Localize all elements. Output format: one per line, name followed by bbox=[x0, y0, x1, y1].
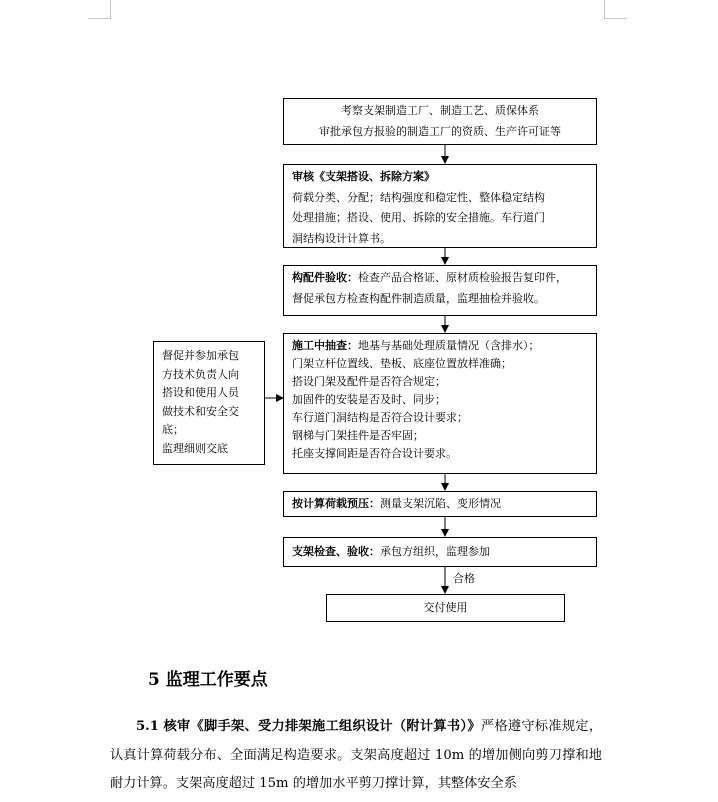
side-line-2: 方技术负责人向 bbox=[162, 367, 239, 381]
pass-label: 合格 bbox=[453, 572, 475, 585]
box4-line-4: 车行道门洞结构是否符合设计要求； bbox=[292, 411, 468, 424]
box4-title: 施工中抽查： bbox=[292, 339, 358, 352]
box6-text: 承包方组织，监理参加 bbox=[380, 545, 490, 558]
box2-title: 审核《支架搭设、拆除方案》 bbox=[292, 170, 435, 183]
box2-line-1: 荷载分类、分配；结构强度和稳定性、整体稳定结构 bbox=[292, 190, 545, 204]
box7-text: 交付使用 bbox=[423, 601, 468, 614]
box4-line-2: 搭设门架及配件是否符合规定； bbox=[292, 375, 446, 388]
flow-box-inspection-acceptance bbox=[283, 537, 597, 567]
box5-title: 按计算荷载预压： bbox=[292, 497, 380, 510]
side-line-4: 做技术和安全交 bbox=[162, 404, 239, 418]
para-text: 严格遵守标准规定，认真计算荷载分布、全面满足构造要求。支架高度超过 10m 的增加侧向剪刀撑和地耐力计算。支架高度超过 15m 的增加水平剪刀撑计算，其整体安全系 bbox=[110, 719, 602, 791]
flow-box-technical-briefing bbox=[153, 341, 265, 465]
box2-line-2: 处理措施；搭设、使用、拆除的安全措施。车行道门 bbox=[292, 211, 545, 224]
flow-box-scheme-review bbox=[283, 164, 597, 248]
side-line-3: 搭设和使用人员 bbox=[162, 386, 239, 399]
box2-line-3: 洞结构设计计算书。 bbox=[292, 231, 391, 245]
box3-first: 检查产品合格证、原材质检验报告复印件， bbox=[358, 271, 567, 284]
box6-title: 支架检查、验收： bbox=[292, 545, 380, 558]
flow-box-construction-spot-check bbox=[283, 333, 597, 474]
box4-line-5: 钢梯与门架挂件是否牢固； bbox=[292, 429, 424, 442]
flow-box-factory-inspection bbox=[283, 98, 597, 145]
box1-line-1: 考察支架制造工厂、制造工艺、质保体系 bbox=[341, 104, 539, 117]
side-line-6: 监理细则交底 bbox=[162, 441, 228, 455]
box3-title: 构配件验收： bbox=[292, 271, 358, 284]
box4-first: 地基与基础处理质量情况（含排水）； bbox=[358, 339, 540, 352]
box1-line-2: 审批承包方报验的制造工厂的资质、生产许可证等 bbox=[319, 124, 561, 138]
box5-text: 测量支架沉陷、变形情况 bbox=[380, 497, 501, 510]
box3-second: 督促承包方检查构配件制造质量，监理抽检并验收。 bbox=[292, 291, 545, 305]
side-line-5: 底； bbox=[162, 423, 184, 436]
box4-line-1: 门架立杆位置线、垫板、底座位置放样准确； bbox=[292, 357, 512, 370]
flow-box-handover bbox=[326, 594, 565, 622]
flow-box-components-acceptance bbox=[283, 265, 597, 316]
section-paragraph bbox=[110, 713, 602, 799]
para-number: 5.1 bbox=[136, 719, 159, 734]
para-title: 核审《脚手架、受力排架施工组织设计（附计算书）》 bbox=[163, 719, 481, 734]
section-heading: 5 监理工作要点 bbox=[148, 670, 268, 690]
flow-box-preload bbox=[283, 491, 597, 517]
box4-line-3: 加固件的安装是否及时、同步； bbox=[292, 393, 446, 406]
side-line-1: 督促并参加承包 bbox=[162, 349, 239, 362]
box4-line-6: 托座支撑间距是否符合设计要求。 bbox=[292, 447, 457, 460]
